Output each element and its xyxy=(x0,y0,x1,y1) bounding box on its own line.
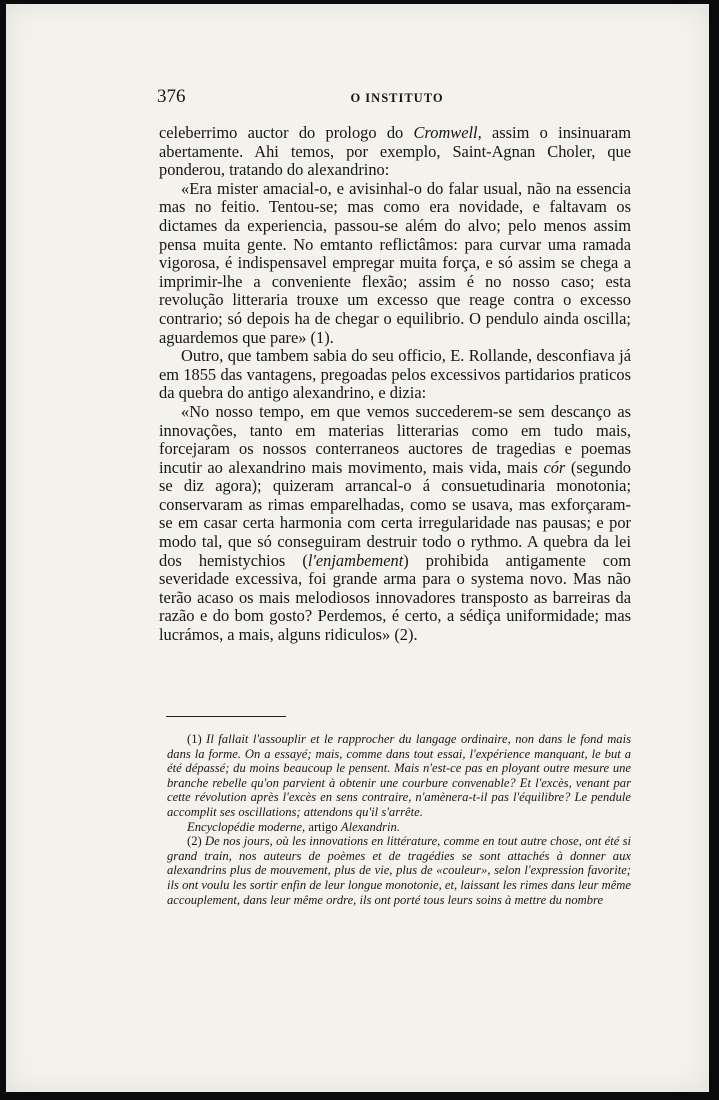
footnote-separator xyxy=(166,716,286,717)
paragraph-3: Outro, que tambem sabia do seu officio, E. Rollande, desconfiava já em 1855 das vantagens, pregoadas pelos excessivos partidarios praticos da quebra do antigo alexandrino, e dizia: xyxy=(159,346,631,403)
work-title-cromwell: Cromwell, xyxy=(413,123,482,142)
paragraph-4-quote: «No nosso tempo, em que vemos succederem-se sem descanço as innovações, tanto em materias litterarias como em tudo mais, forcejaram os nossos conterraneos auctores de tragedias e poemas incutir ao alexandrino mais movimento, mais vida, mais cór (segundo se diz agora); quizeram arrancal-o á consuetudinaria monotonia; conservaram as rimas emparelhadas, como se usava, mas exforçaram-se em casar certa harmonia com certa irregularidade nas pausas; e por modo tal, que só conseguiram destruir todo o rythmo. A quebra da lei dos hemistychios (l'enjambement) prohibida antigamente com severidade excessiva, foi grande arma para o systema novo. Mas não terão acaso os mais melodiosos innovadores transposto as barreiras da razão e do bom gosto? Perdemos, é certo, a sédiça uniformidade; mas lucrámos, a mais, alguns ridiculos» (2). xyxy=(159,401,632,645)
page-header xyxy=(157,86,637,110)
footnote-2: (2) De nos jours, où les innovations en littérature, comme en tout autre chose, ont été si grand train, nos auteurs de poèmes et de tragédies se sont attachés à donner aux alexandrins plus de mouvement, plus de vie, plus de «couleur», selon l'expression favorite; ils ont voulu les sortir enfin de leur longue monotonie, et, laissant les rimes dans leur même accouplement, dans leur même ordre, ils ont porté tous leurs soins à mettre du nombre xyxy=(167,834,631,907)
footnote-2-marker: (2) xyxy=(187,834,202,849)
running-title: O INSTITUTO xyxy=(350,91,444,105)
page-number: 376 xyxy=(157,86,186,107)
emphasis-cor: cór xyxy=(543,457,566,477)
footnote-1-marker: (1) xyxy=(187,732,202,746)
footnote-1: (1) Il fallait l'assouplir et le rapprocher du langage ordinaire, non dans le fond mais dans la forme. On a essayé; mais, comme dans tout essai, l'expérience manquant, le but a été dépassé; du moins beaucoup le pensent. Mais n'est-ce pas en ployant outre mesure une branche rebelle qu'on parvient à obtenir une courbure convenable? Et l'excès, venant par cette révolution après l'excès en sens contraire, n'amènera-t-il pas l'équilibre? Le pendule accomplit ses oscillations; attendons qu'il s'arrête. xyxy=(167,732,631,819)
footnotes xyxy=(167,732,631,907)
footnote-1-source: Encyclopédie moderne, artigo Alexandrin. xyxy=(187,819,400,834)
main-text xyxy=(159,124,631,645)
paragraph-2-quote: «Era mister amacial-o, e avisinhal-o do falar usual, não na essencia mas no feitio. Tentou-se; mas como era novidade, e faltavam os dictames da experiencia, passou-se além do alvo; pelo menos assim pensa muita gente. No emtanto reflictâmos: para curvar uma ramada vigorosa, é indispensavel empregar muita força, e só assim se chega a imprimir-lhe a conveniente flexão; assim é no nosso caso; esta revolução litteraria trouxe um excesso que reage contra o excesso contrario; só depois ha de chegar o equilibrio. O pendulo ainda oscilla; aguardemos que pare» (1). xyxy=(159,178,631,347)
emphasis-enjambement: l'enjambement xyxy=(307,550,404,570)
paragraph-1: celeberrimo auctor do prologo do Cromwell, assim o insinuaram abertamente. Ahi temos, por exemplo, Saint-Agnan Choler, que ponderou, tratando do alexandrino: xyxy=(159,123,631,180)
